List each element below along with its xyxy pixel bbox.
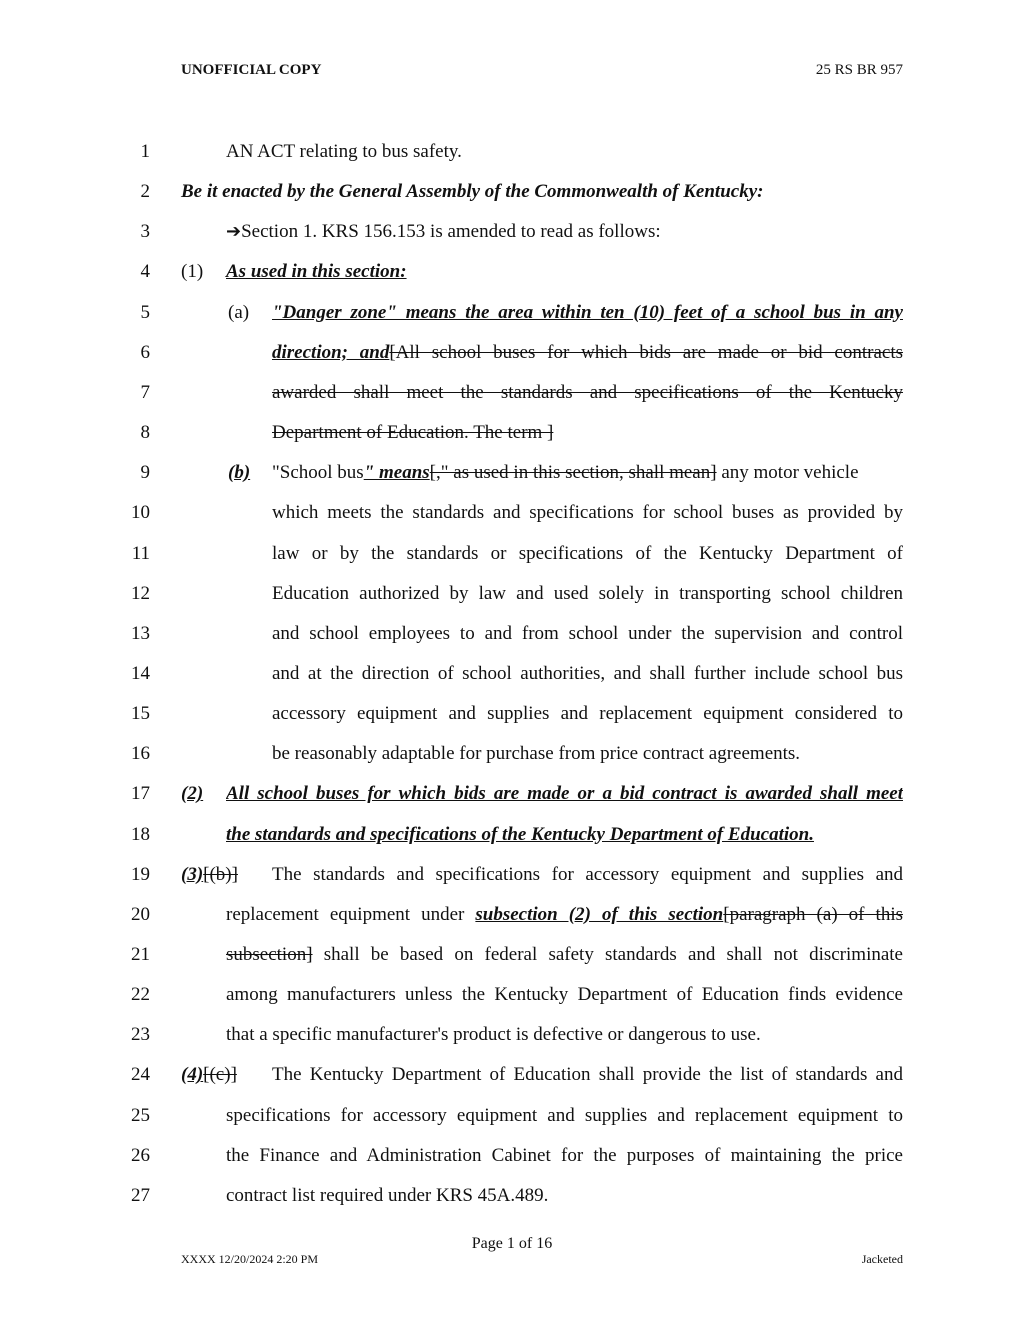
line-number: 13: [131, 622, 150, 644]
line-text: [272, 462, 859, 484]
text-run: replacement equipment under: [226, 903, 476, 925]
section-label: (1): [181, 261, 204, 283]
header-right: 25 RS BR 957: [815, 62, 903, 78]
text-line: [0, 864, 1024, 904]
line-text: [226, 1105, 903, 1129]
text-run: among manufacturers unless the Kentucky Department of Education finds evidence: [226, 984, 903, 1006]
line-number: 20: [131, 903, 150, 925]
line-number: 24: [131, 1064, 150, 1086]
line-text: [272, 342, 903, 366]
text-line: [0, 944, 1024, 984]
line-text: [272, 422, 553, 444]
deleted-text: [(b)]: [203, 863, 238, 885]
text-line: [0, 261, 1024, 301]
inserted-text: All school buses for which bids are made or a bid contract is awarded shall meet: [226, 783, 903, 805]
inserted-text: subsection (2) of this section: [475, 903, 724, 925]
text-line: [0, 663, 1024, 703]
line-number: 11: [131, 542, 150, 564]
line-number: 26: [131, 1144, 150, 1166]
line-text: [272, 743, 800, 765]
deleted-text: [(c)]: [203, 1064, 237, 1086]
text-line: [0, 422, 1024, 462]
line-number: 23: [131, 1024, 150, 1046]
section-label: [181, 864, 238, 886]
line-number: 4: [140, 261, 150, 283]
text-line: [0, 462, 1024, 502]
line-number: 5: [140, 301, 150, 323]
line-text: [272, 302, 903, 326]
inserted-text: As used in this section:: [226, 261, 407, 283]
text-run: which meets the standards and specifications for school buses as provided by: [272, 502, 903, 524]
text-line: [0, 623, 1024, 663]
line-number: 1: [140, 141, 150, 162]
text-run: Education authorized by law and used solely in transporting school children: [272, 582, 903, 604]
line-text: [226, 221, 661, 243]
line-text: [181, 181, 763, 203]
inserted-text: (4): [181, 1064, 204, 1086]
text-line: [0, 1145, 1024, 1185]
section-label: (2): [181, 783, 204, 805]
header-left: UNOFFICIAL COPY: [181, 62, 322, 78]
text-run: The Kentucky Department of Education shall provide the list of standards and: [272, 1064, 903, 1086]
line-text: [272, 1064, 903, 1088]
text-run: specifications for accessory equipment and supplies and replacement equipment to: [226, 1104, 903, 1126]
text-run: AN ACT relating to bus safety.: [226, 141, 462, 162]
deleted-text: awarded shall meet the standards and specifications of the Kentucky: [272, 381, 903, 403]
line-number: 3: [140, 221, 150, 243]
inserted-text: the standards and specifications of the Kentucky Department of Education.: [226, 823, 814, 845]
footer-left: XXXX 12/20/2024 2:20 PM: [181, 1252, 319, 1266]
line-text: [226, 783, 903, 807]
inserted-text: (3): [181, 863, 204, 885]
text-line: [0, 1105, 1024, 1145]
line-text: [272, 502, 903, 526]
text-run: Section 1. KRS 156.153 is amended to read as follows:: [241, 221, 661, 243]
text-run: "School bus: [272, 462, 364, 484]
line-text: [226, 944, 903, 968]
line-number: 21: [131, 944, 150, 965]
text-line: [0, 743, 1024, 783]
text-run: shall be based on federal safety standards and shall not discriminate: [312, 944, 903, 965]
deleted-text: Department of Education. The term ]: [272, 422, 554, 444]
line-text: [226, 904, 903, 928]
line-text: [226, 1185, 548, 1207]
line-text: [272, 623, 903, 647]
text-line: [0, 904, 1024, 944]
line-number: 9: [140, 462, 150, 484]
text-line: [0, 221, 1024, 261]
text-run: law or by the standards or specifications of the Kentucky Department of: [272, 542, 903, 564]
line-number: 10: [131, 502, 150, 524]
line-text: [226, 261, 407, 283]
text-line: [0, 543, 1024, 583]
text-line: [0, 342, 1024, 382]
arrow-icon: ➔: [226, 221, 242, 243]
line-number: 8: [140, 422, 150, 444]
footer-right: Jacketed: [861, 1252, 903, 1266]
line-text: [272, 703, 903, 727]
deleted-text: [All school buses for which bids are made or bid contracts: [389, 341, 903, 363]
text-line: [0, 181, 1024, 221]
text-run: The standards and specifications for accessory equipment and supplies and: [272, 863, 903, 885]
text-line: [0, 141, 1024, 181]
section-label: (a): [228, 301, 250, 323]
line-text: [226, 984, 903, 1008]
line-number: 6: [140, 341, 150, 363]
inserted-text: direction; and: [272, 341, 390, 363]
line-number: 14: [131, 662, 150, 684]
line-number: 17: [131, 783, 150, 805]
text-line: [0, 583, 1024, 623]
line-text: [272, 864, 903, 888]
deleted-text: [paragraph (a) of this: [723, 903, 903, 925]
line-text: [226, 1024, 761, 1046]
text-line: [0, 302, 1024, 342]
line-text: [226, 824, 814, 846]
line-text: [226, 1145, 903, 1169]
page-number: Page 1 of 16: [471, 1235, 553, 1252]
line-number: 25: [131, 1104, 150, 1126]
line-number: 12: [131, 582, 150, 604]
text-line: [0, 1064, 1024, 1104]
line-text: [226, 141, 462, 163]
text-line: [0, 382, 1024, 422]
text-line: [0, 824, 1024, 864]
text-line: [0, 502, 1024, 542]
text-line: [0, 703, 1024, 743]
line-number: 15: [131, 703, 150, 725]
text-run: that a specific manufacturer's product is defective or dangerous to use.: [226, 1024, 761, 1046]
line-text: [272, 583, 903, 607]
line-text: [272, 663, 903, 687]
line-number: 27: [131, 1184, 150, 1206]
line-text: [272, 382, 903, 406]
section-label: [181, 1064, 237, 1086]
text-run: and school employees to and from school under the supervision and control: [272, 622, 903, 644]
line-number: 16: [131, 743, 150, 765]
text-run: any motor vehicle: [716, 462, 859, 484]
deleted-text: subsection]: [226, 944, 313, 965]
text-line: [0, 984, 1024, 1024]
enacting-clause: Be it enacted by the General Assembly of the Commonwealth of Kentucky:: [181, 181, 764, 203]
line-text: [272, 543, 903, 567]
line-number: 2: [140, 181, 150, 203]
deleted-text: [," as used in this section, shall mean]: [429, 462, 717, 484]
text-line: [0, 1185, 1024, 1225]
text-line: [0, 1024, 1024, 1064]
line-number: 7: [140, 381, 150, 403]
text-run: contract list required under KRS 45A.489.: [226, 1184, 549, 1206]
section-label: (b): [228, 462, 251, 484]
text-line: [0, 783, 1024, 823]
line-number: 22: [131, 984, 150, 1006]
inserted-text: "Danger zone" means the area within ten (10) feet of a school bus in any: [272, 301, 903, 323]
text-run: the Finance and Administration Cabinet for the purposes of maintaining the price: [226, 1144, 903, 1166]
text-run: accessory equipment and supplies and replacement equipment considered to: [272, 703, 903, 725]
text-run: and at the direction of school authorities, and shall further include school bus: [272, 662, 903, 684]
line-number: 19: [131, 863, 150, 885]
line-number: 18: [131, 823, 150, 845]
text-run: be reasonably adaptable for purchase from price contract agreements.: [272, 743, 801, 765]
inserted-text: " means: [363, 462, 430, 484]
